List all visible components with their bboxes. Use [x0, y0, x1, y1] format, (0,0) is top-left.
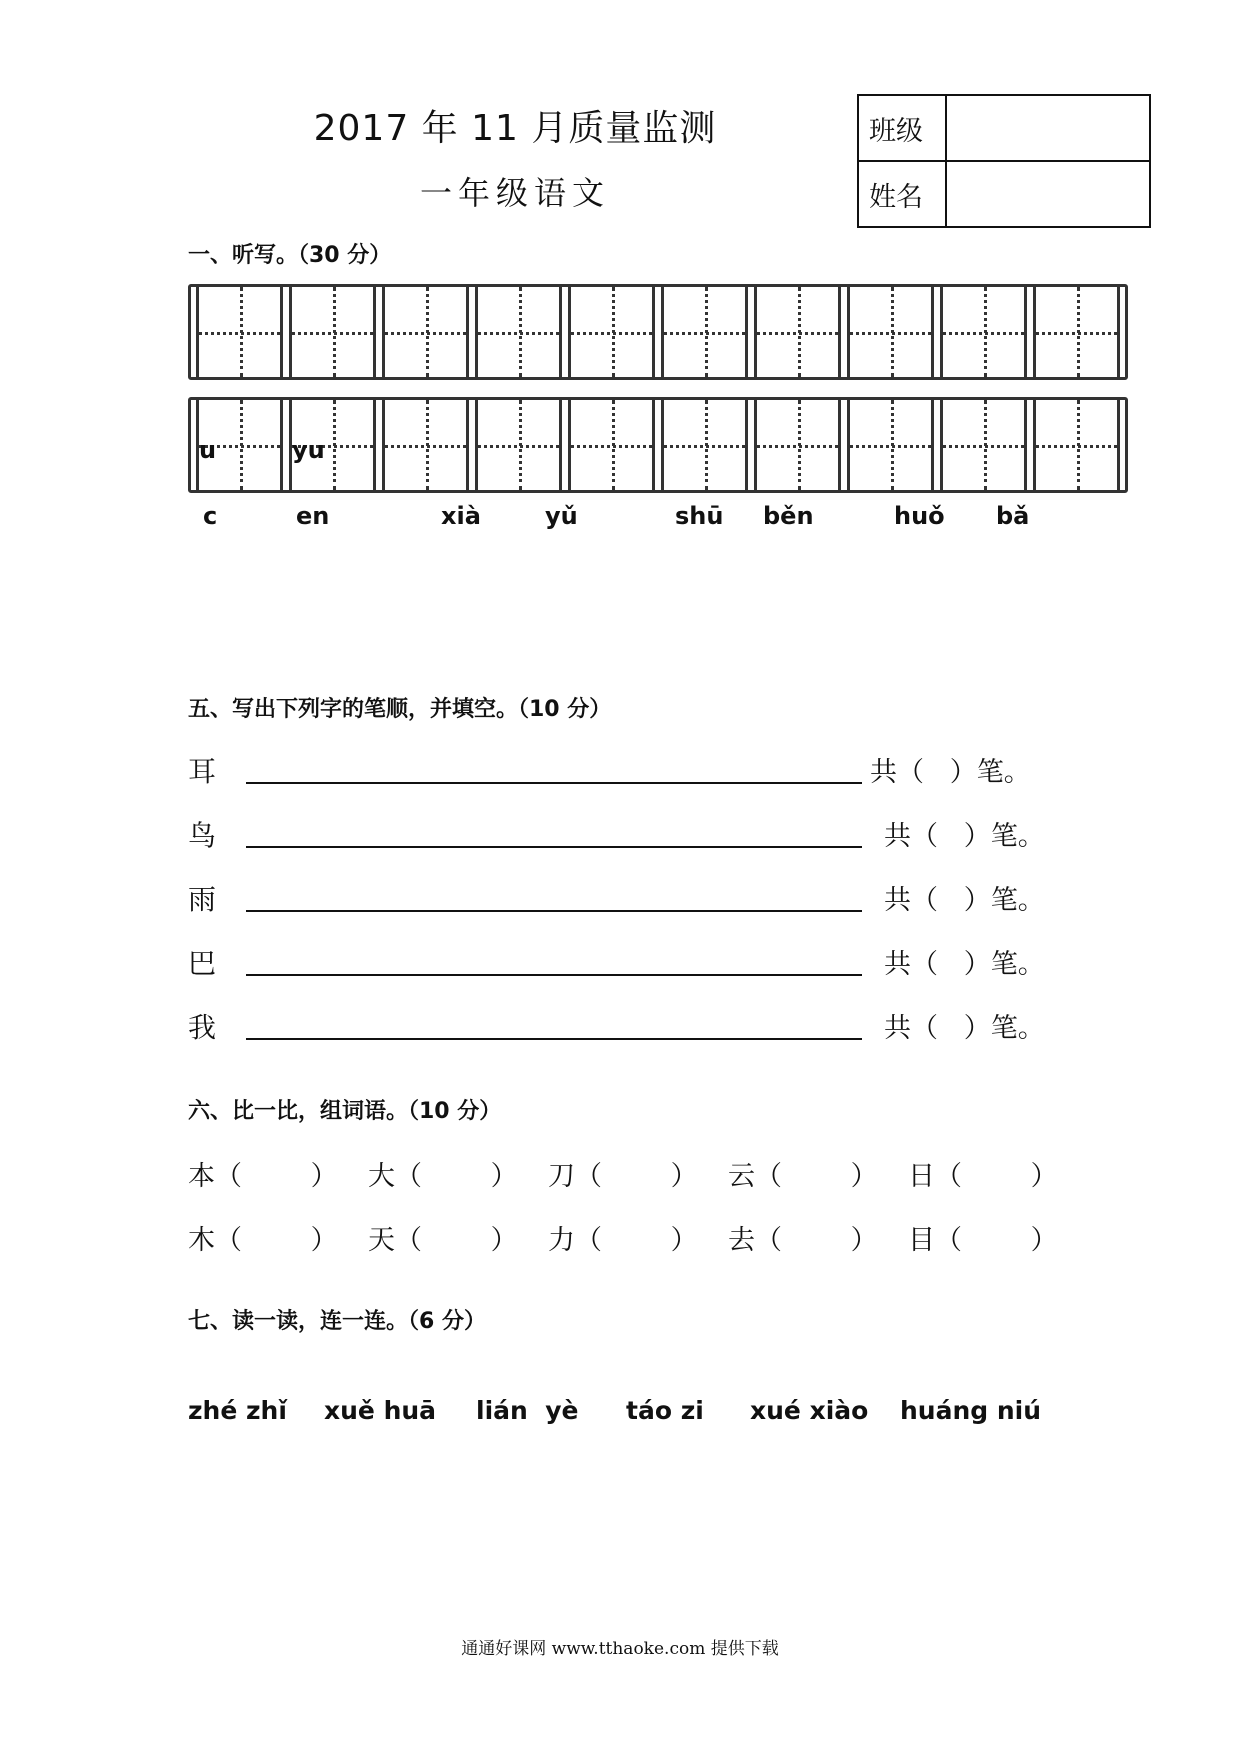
- pinyin-word[interactable]: xué xiào: [750, 1396, 869, 1425]
- word-blank[interactable]: 天（ ）: [368, 1225, 518, 1256]
- word-blank[interactable]: 云（ ）: [728, 1161, 878, 1192]
- word-blank[interactable]: 木（ ）: [188, 1225, 338, 1256]
- answer-line[interactable]: [246, 974, 862, 976]
- word-blank[interactable]: 日（ ）: [908, 1161, 1058, 1192]
- stroke-order-row: [188, 942, 1068, 982]
- pinyin-label: en: [296, 502, 330, 530]
- stroke-char: 耳: [188, 755, 217, 788]
- word-blank[interactable]: 刀（ ）: [548, 1161, 698, 1192]
- class-name-table: [857, 94, 1151, 228]
- writing-cell[interactable]: [382, 400, 469, 490]
- writing-cell[interactable]: [196, 400, 283, 490]
- stroke-order-row: [188, 1006, 1068, 1046]
- pinyin-label: xià: [441, 502, 481, 530]
- pinyin-label: yǔ: [545, 502, 578, 530]
- prefill-text: yu: [292, 436, 325, 464]
- writing-cell[interactable]: [289, 400, 376, 490]
- writing-cell[interactable]: [475, 287, 562, 377]
- section6-heading: 六、比一比，组词语。（10 分）: [188, 1099, 502, 1124]
- pinyin-word[interactable]: táo zi: [626, 1396, 704, 1425]
- writing-cell[interactable]: [661, 400, 748, 490]
- name-label: 姓名: [858, 161, 946, 227]
- pinyin-label: běn: [763, 502, 814, 530]
- stroke-char: 鸟: [188, 819, 217, 852]
- word-blank[interactable]: 本（ ）: [188, 1161, 338, 1192]
- pinyin-label: shū: [675, 502, 724, 530]
- writing-cell[interactable]: [754, 400, 841, 490]
- stroke-count-blank[interactable]: 共（ ）笔。: [884, 821, 1045, 852]
- section1-heading: 一、听写。（30 分）: [188, 243, 392, 268]
- footer-credit: 通通好课网 www.tthaoke.com 提供下载: [461, 1639, 779, 1659]
- writing-cell[interactable]: [940, 400, 1027, 490]
- writing-cell[interactable]: [568, 400, 655, 490]
- word-blank[interactable]: 去（ ）: [728, 1225, 878, 1256]
- writing-cell[interactable]: [661, 287, 748, 377]
- pinyin-word[interactable]: xuě huā: [324, 1396, 437, 1425]
- writing-cell[interactable]: [847, 287, 934, 377]
- stroke-char: 巴: [188, 947, 217, 980]
- word-blank[interactable]: 目（ ）: [908, 1225, 1058, 1256]
- stroke-count-blank[interactable]: 共（ ）笔。: [870, 757, 1031, 788]
- name-field[interactable]: [946, 161, 1150, 227]
- pinyin-word[interactable]: lián yè: [476, 1396, 579, 1425]
- writing-cell[interactable]: [475, 400, 562, 490]
- writing-cell[interactable]: [754, 287, 841, 377]
- writing-cell[interactable]: [568, 287, 655, 377]
- pinyin-label: huǒ: [894, 502, 945, 530]
- class-label: 班级: [858, 95, 946, 161]
- page-subtitle: 一年级语文: [419, 174, 610, 212]
- writing-cell[interactable]: [382, 287, 469, 377]
- writing-cell[interactable]: [940, 287, 1027, 377]
- stroke-count-blank[interactable]: 共（ ）笔。: [884, 949, 1045, 980]
- writing-cell[interactable]: [289, 287, 376, 377]
- writing-cell[interactable]: [1033, 287, 1120, 377]
- class-field[interactable]: [946, 95, 1150, 161]
- pinyin-label: c: [203, 502, 218, 530]
- answer-line[interactable]: [246, 1038, 862, 1040]
- section5-heading: 五、写出下列字的笔顺，并填空。（10 分）: [188, 697, 612, 722]
- word-blank[interactable]: 大（ ）: [368, 1161, 518, 1192]
- writing-cell[interactable]: [847, 400, 934, 490]
- pinyin-word[interactable]: zhé zhǐ: [188, 1396, 287, 1425]
- stroke-count-blank[interactable]: 共（ ）笔。: [884, 1013, 1045, 1044]
- stroke-char: 雨: [188, 883, 217, 916]
- writing-cell[interactable]: [196, 287, 283, 377]
- page-title: 2017 年 11 月质量监测: [313, 108, 717, 149]
- answer-line[interactable]: [246, 782, 862, 784]
- section7-heading: 七、读一读，连一连。（6 分）: [188, 1309, 486, 1334]
- pinyin-word[interactable]: huáng niú: [900, 1396, 1042, 1425]
- stroke-char: 我: [188, 1011, 217, 1044]
- stroke-count-blank[interactable]: 共（ ）笔。: [884, 885, 1045, 916]
- prefill-text: u: [199, 436, 217, 464]
- answer-line[interactable]: [246, 846, 862, 848]
- stroke-order-row: [188, 750, 1068, 790]
- answer-line[interactable]: [246, 910, 862, 912]
- writing-grid-row-1: [188, 284, 1128, 380]
- writing-grid-row-2: [188, 397, 1128, 493]
- pinyin-label: bǎ: [996, 502, 1030, 530]
- word-blank[interactable]: 力（ ）: [548, 1225, 698, 1256]
- stroke-order-row: [188, 814, 1068, 854]
- writing-cell[interactable]: [1033, 400, 1120, 490]
- stroke-order-row: [188, 878, 1068, 918]
